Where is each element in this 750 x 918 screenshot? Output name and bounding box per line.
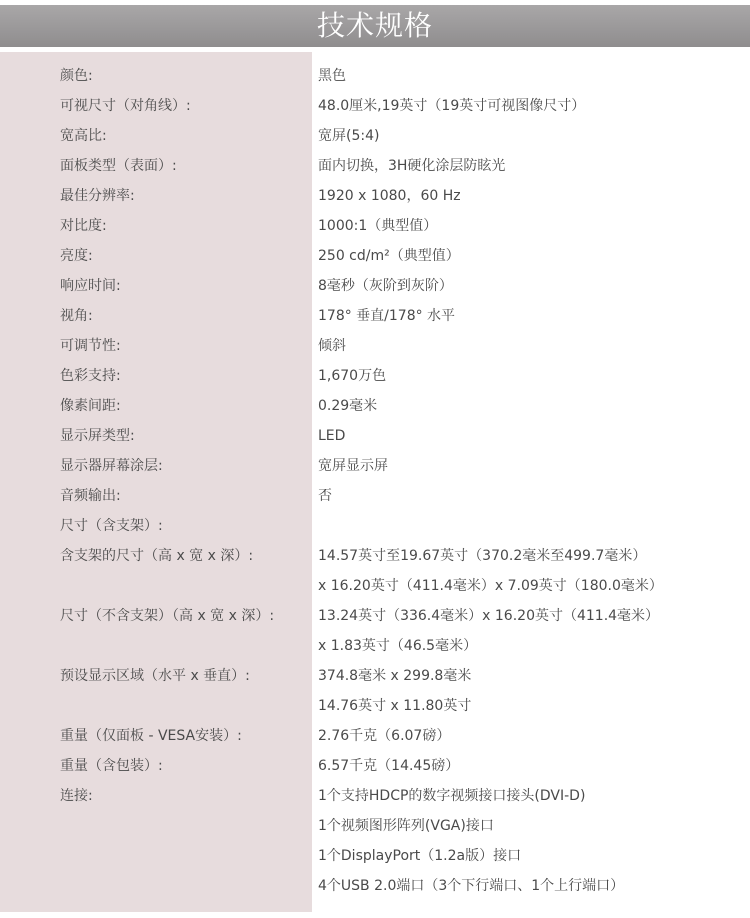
spec-value: x 16.20英寸（411.4毫米）x 7.09英寸（180.0毫米） [318, 578, 663, 594]
spec-label: 尺寸（含支架）: [60, 518, 163, 534]
spec-row [0, 241, 750, 271]
spec-row [0, 631, 750, 661]
spec-label: 可视尺寸（对角线）: [60, 98, 191, 114]
spec-row [0, 781, 750, 811]
spec-value: 2.76千克（6.07磅） [318, 728, 451, 744]
spec-label: 预设显示区域（水平 x 垂直）: [60, 668, 250, 684]
spec-row [0, 271, 750, 301]
spec-value: 否 [318, 488, 332, 504]
spec-table [0, 52, 750, 913]
spec-row [0, 721, 750, 751]
spec-row [0, 451, 750, 481]
spec-row [0, 571, 750, 601]
spec-label: 像素间距: [60, 398, 121, 414]
spec-value: 黑色 [318, 68, 346, 84]
spec-label: 音频输出: [60, 488, 121, 504]
spec-value: 1个支持HDCP的数字视频接口接头(DVI-D) [318, 788, 586, 804]
spec-value: 14.76英寸 x 11.80英寸 [318, 698, 472, 714]
spec-value: 4个USB 2.0端口（3个下行端口、1个上行端口） [318, 878, 625, 894]
spec-row [0, 391, 750, 421]
spec-label: 显示器屏幕涂层: [60, 458, 163, 474]
spec-label: 颜色: [60, 68, 93, 84]
spec-value: x 1.83英寸（46.5毫米） [318, 638, 478, 654]
spec-value: 374.8毫米 x 299.8毫米 [318, 668, 472, 684]
spec-value: 6.57千克（14.45磅） [318, 758, 460, 774]
spec-label: 连接: [60, 788, 93, 804]
spec-value: 宽屏(5:4) [318, 128, 380, 144]
spec-value: 8毫秒（灰阶到灰阶） [318, 278, 453, 294]
spec-value: 1,670万色 [318, 368, 387, 384]
spec-row [0, 661, 750, 691]
spec-value: 48.0厘米,19英寸（19英寸可视图像尺寸） [318, 98, 586, 114]
spec-label: 最佳分辨率: [60, 188, 135, 204]
spec-value: 13.24英寸（336.4毫米）x 16.20英寸（411.4毫米） [318, 608, 660, 624]
spec-row [0, 211, 750, 241]
spec-label: 显示屏类型: [60, 428, 135, 444]
spec-value: 0.29毫米 [318, 398, 378, 414]
spec-label: 亮度: [60, 248, 93, 264]
spec-value: 1920 x 1080，60 Hz [318, 188, 461, 204]
spec-row [0, 511, 750, 541]
spec-value: 178° 垂直/178° 水平 [318, 308, 456, 324]
spec-value: 14.57英寸至19.67英寸（370.2毫米至499.7毫米） [318, 548, 647, 564]
spec-value: 1个视频图形阵列(VGA)接口 [318, 818, 494, 834]
spec-label: 含支架的尺寸（高 x 宽 x 深）: [60, 548, 254, 564]
spec-value: 宽屏显示屏 [318, 458, 388, 474]
spec-row [0, 361, 750, 391]
spec-row [0, 151, 750, 181]
spec-rows [0, 61, 750, 901]
spec-row [0, 481, 750, 511]
spec-row [0, 301, 750, 331]
spec-row [0, 121, 750, 151]
spec-label: 尺寸（不含支架）（高 x 宽 x 深）: [60, 608, 275, 624]
spec-label: 宽高比: [60, 128, 107, 144]
spec-label: 响应时间: [60, 278, 121, 294]
spec-value: 1个DisplayPort（1.2a版）接口 [318, 848, 522, 864]
spec-label: 可调节性: [60, 338, 121, 354]
spec-row [0, 421, 750, 451]
spec-row [0, 91, 750, 121]
spec-label: 重量（含包装）: [60, 758, 163, 774]
page-title: 技术规格 [0, 5, 750, 47]
spec-row [0, 541, 750, 571]
spec-label: 面板类型（表面）: [60, 158, 177, 174]
spec-value: 1000:1（典型值） [318, 218, 438, 234]
spec-row [0, 601, 750, 631]
spec-value: LED [318, 428, 346, 444]
spec-row [0, 841, 750, 871]
spec-label: 重量（仅面板 - VESA安装）: [60, 728, 242, 744]
spec-value: 面内切换，3H硬化涂层防眩光 [318, 158, 506, 174]
spec-label: 对比度: [60, 218, 107, 234]
spec-row [0, 331, 750, 361]
spec-row [0, 811, 750, 841]
bottom-margin [0, 912, 750, 918]
spec-label: 视角: [60, 308, 93, 324]
spec-row [0, 181, 750, 211]
spec-row [0, 751, 750, 781]
spec-value: 250 cd/m²（典型值） [318, 248, 460, 264]
spec-value: 倾斜 [318, 338, 346, 354]
spec-label: 色彩支持: [60, 368, 121, 384]
spec-row [0, 691, 750, 721]
spec-row [0, 871, 750, 901]
spec-row [0, 61, 750, 91]
